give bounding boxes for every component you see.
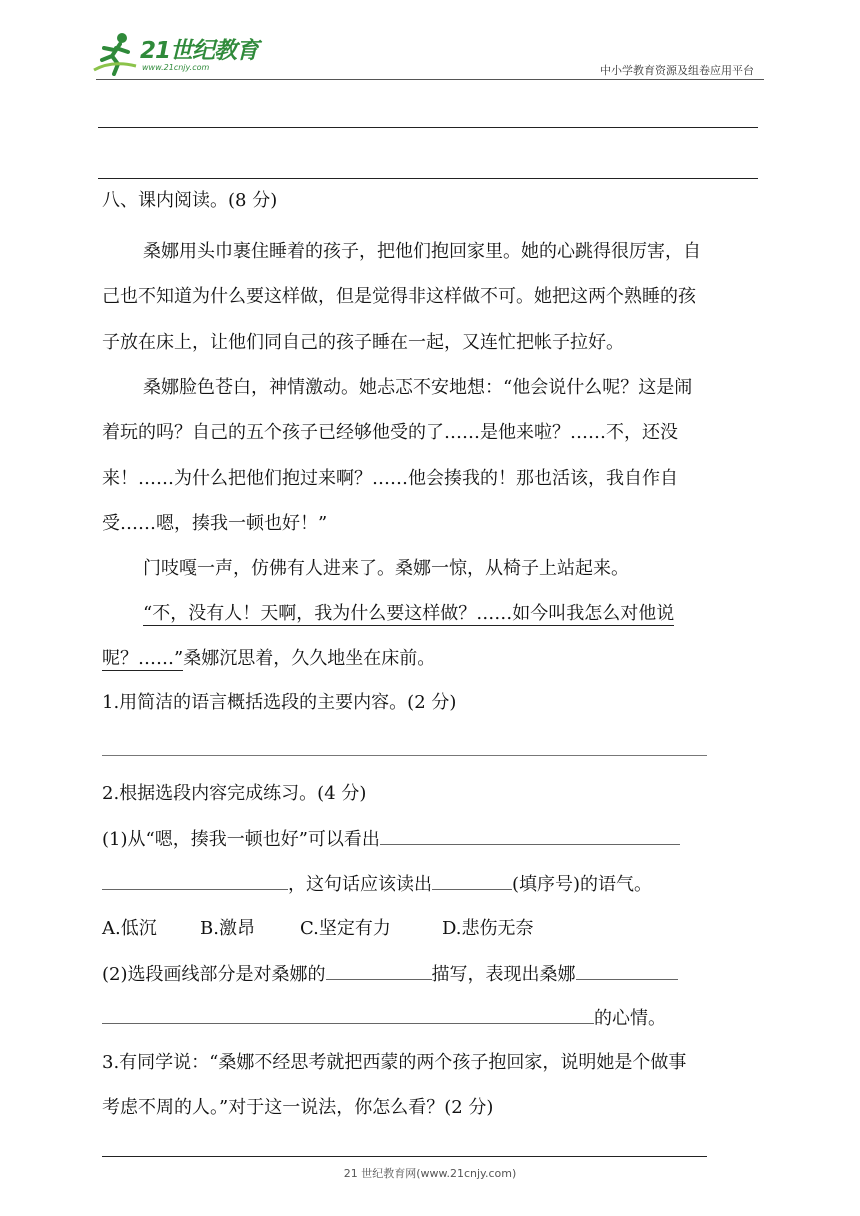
logo-url: www.21cnjy.com — [142, 63, 210, 72]
option-b: B.激昂 — [200, 918, 255, 939]
option-d: D.悲伤无奈 — [442, 918, 534, 939]
header-divider — [96, 79, 764, 80]
question-text: 描写，表现出桑娜 — [431, 964, 576, 985]
answer-blank[interactable] — [102, 1156, 707, 1157]
section-title: 八、课内阅读。(8 分) — [102, 190, 278, 211]
passage-line: 己也不知道为什么要这样做，但是觉得非这样做不可。她把这两个熟睡的孩 — [102, 286, 696, 307]
question-text: 的心情。 — [594, 1008, 666, 1029]
question-text: (2)选段画线部分是对桑娜的 — [102, 964, 326, 985]
question-2-2 — [102, 963, 678, 987]
answer-blank[interactable] — [432, 875, 512, 890]
answer-blank[interactable] — [576, 965, 678, 980]
answer-blank[interactable] — [380, 830, 680, 845]
passage-line: 着玩的吗？自己的五个孩子已经够他受的了……是他来啦？……不，还没 — [102, 422, 678, 443]
underlined-sentence — [143, 602, 674, 626]
page-footer: 21 世纪教育网(www.21cnjy.com) — [343, 1167, 517, 1180]
answer-blank[interactable] — [102, 755, 707, 756]
underlined-text: 呢？……” — [102, 648, 184, 669]
question-text: ，这句话应该读出 — [288, 874, 432, 895]
answer-blank[interactable] — [102, 1009, 594, 1024]
platform-name: 中小学教育资源及组卷应用平台 — [600, 64, 754, 77]
answer-line — [98, 178, 758, 179]
logo-text: 21世纪教育 — [140, 38, 259, 64]
question-2-2-cont — [102, 1007, 666, 1031]
question-3: 3.有同学说：“桑娜不经思考就把西蒙的两个孩子抱回家，说明她是个做事 — [102, 1052, 687, 1073]
option-a: A.低沉 — [102, 918, 157, 939]
question-2: 2.根据选段内容完成练习。(4 分) — [102, 783, 367, 804]
brand-logo — [92, 30, 267, 80]
question-3-cont: 考虑不周的人。”对于这一说法，你怎么看？(2 分) — [102, 1097, 494, 1118]
passage-line: 桑娜用头巾裹住睡着的孩子，把他们抱回家里。她的心跳得很厉害，自 — [143, 241, 701, 262]
passage-line: 受……嗯，揍我一顿也好！” — [102, 513, 328, 534]
passage-line — [102, 647, 435, 671]
passage-line: 来！……为什么把他们抱过来啊？……他会揍我的！那也活该，我自作自 — [102, 468, 678, 489]
answer-blank[interactable] — [102, 875, 288, 890]
question-text: (填序号)的语气。 — [512, 874, 653, 895]
passage-line: 桑娜脸色苍白，神情激动。她忐忑不安地想：“他会说什么呢？这是闹 — [143, 377, 693, 398]
runner-icon — [92, 30, 140, 76]
question-text: (1)从“嗯，揍我一顿也好”可以看出 — [102, 829, 380, 850]
option-c: C.坚定有力 — [300, 918, 391, 939]
answer-line — [98, 127, 758, 128]
passage-text: 桑娜沉思着，久久地坐在床前。 — [183, 648, 436, 669]
question-1: 1.用简洁的语言概括选段的主要内容。(2 分) — [102, 692, 457, 713]
passage-line: 门吱嘎一声，仿佛有人进来了。桑娜一惊，从椅子上站起来。 — [143, 558, 629, 579]
question-2-1-cont — [102, 873, 652, 897]
passage-line: 子放在床上，让他们同自己的孩子睡在一起，又连忙把帐子拉好。 — [102, 332, 624, 353]
underlined-text: “不，没有人！天啊，我为什么要这样做？……如今叫我怎么对他说 — [143, 603, 675, 624]
question-2-1 — [102, 828, 680, 852]
answer-blank[interactable] — [326, 965, 432, 980]
